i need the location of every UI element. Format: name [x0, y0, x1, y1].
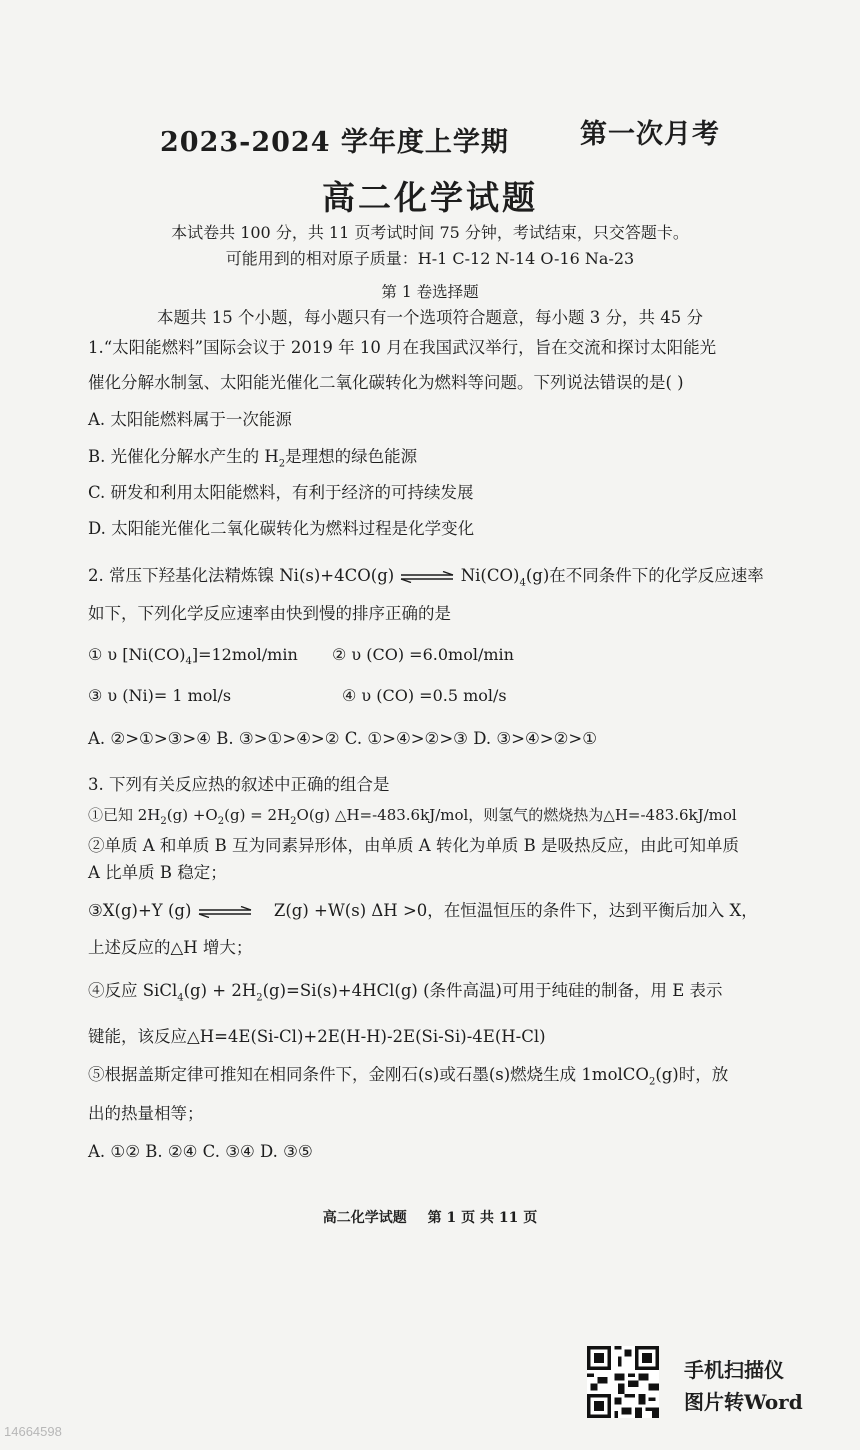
- q2-stem-line-2: 如下，下列化学反应速率由快到慢的排序正确的是: [88, 604, 451, 623]
- watermark-line-2: 图片转Word: [684, 1390, 803, 1414]
- q2-rate-4: ④ υ (CO) =0.5 mol/s: [342, 686, 507, 705]
- q3-statement-1: ①已知 $2H_2(g) +O_2(g) = 2H_2O(g)$ △H=-483.6kJ/mol，则氢气的燃烧热为△H=-483.6kJ/mol: [88, 806, 737, 827]
- q1-stem-line-2: 催化分解水制氢、太阳能光催化二氧化碳转化为燃料等问题。下列说法错误的是( ): [88, 373, 684, 392]
- section-instructions: 本题共 15 个小题，每小题只有一个选项符合题意，每小题 3 分，共 45 分: [157, 308, 703, 327]
- q2-stem-line-1: 2. 常压下羟基化法精炼镍 Ni(s)+4CO(g) $Ni(CO)_4(g)$在不同条件下的化学反应速率: [88, 566, 764, 589]
- q3-options: A. ①② B. ②④ C. ③④ D. ③⑤: [88, 1142, 313, 1161]
- q2-rate-1: ① υ $[Ni(CO)_4]=12mol/\min$: [88, 645, 298, 668]
- q1-stem-line-1: 1.“太阳能燃料”国际会议于 2019 年 10 月在我国武汉举行，旨在交流和探讨太阳能光: [88, 338, 717, 357]
- q3-statement-3-line-2: 上述反应的△H 增大；: [88, 938, 253, 957]
- q3-statement-2-line-1: ②单质 A 和单质 B 互为同素异形体，由单质 A 转化为单质 B 是吸热反应，由此可知单质: [88, 836, 740, 855]
- q3-statement-4-line-2: 键能，该反应△H=4E(Si-Cl)+2E(H-H)-2E(Si-Si)-4E(H-Cl): [88, 1027, 546, 1046]
- section-heading: 第 1 卷选择题: [381, 283, 479, 301]
- equilibrium-arrow-icon: [197, 906, 253, 918]
- q3-statement-5-line-2: 出的热量相等；: [88, 1104, 204, 1123]
- q1-option-d: D. 太阳能光催化二氧化碳转化为燃料过程是化学变化: [88, 519, 475, 538]
- year-term-heading: 2023-2024 学年度上学期: [160, 127, 509, 158]
- q2-options: A. ②>①>③>④ B. ③>①>④>② C. ①>④>②>③ D. ③>④>②>①: [88, 729, 597, 748]
- q2-rate-2: ② υ (CO) =6.0mol/min: [332, 645, 514, 664]
- serial-number: 14664598: [4, 1424, 62, 1439]
- q3-statement-3-line-1: ③X(g)+Y (g) Z(g) +W(s) ΔH >0，在恒温恒压的条件下，达到平衡后加入 X，: [88, 901, 758, 920]
- watermark-line-1: 手机扫描仪: [684, 1358, 784, 1382]
- q1-option-a: A. 太阳能燃料属于一次能源: [88, 410, 292, 429]
- q1-option-c: C. 研发和利用太阳能燃料，有利于经济的可持续发展: [88, 483, 474, 502]
- exam-name-heading: 第一次月考: [580, 119, 720, 150]
- equilibrium-arrow-icon: [399, 571, 455, 583]
- q2-rate-3: ③ υ (Ni)= 1 mol/s: [88, 686, 232, 705]
- intro-line-1: 本试卷共 100 分，共 11 页考试时间 75 分钟，考试结束，只交答题卡。: [171, 223, 689, 242]
- page-title: 高二化学试题: [322, 178, 538, 217]
- q3-stem: 3. 下列有关反应热的叙述中正确的组合是: [88, 775, 390, 794]
- page-footer: [0, 1207, 860, 1227]
- q3-statement-5-line-1: ⑤根据盖斯定律可推知在相同条件下，金刚石(s)或石墨(s)燃烧生成 1molCO$_2$(g)时，放: [88, 1065, 729, 1088]
- intro-line-2: 可能用到的相对原子质量：H-1 C-12 N-14 O-16 Na-23: [225, 249, 635, 268]
- footer-page-number: 第 1 页 共 11 页: [427, 1210, 538, 1226]
- q3-statement-2-line-2: A 比单质 B 稳定；: [88, 863, 227, 882]
- q3-statement-4-line-1: ④反应 SiCl$_4$(g) + $2H_2(g)=Si(s)+4HCl(g)$ (条件高温)可用于纯硅的制备，用 E 表示: [88, 981, 723, 1004]
- footer-subject: 高二化学试题: [322, 1210, 407, 1226]
- qr-code-icon: [587, 1346, 659, 1418]
- q1-option-b: B. 光催化分解水产生的 $H_2$是理想的绿色能源: [88, 447, 418, 470]
